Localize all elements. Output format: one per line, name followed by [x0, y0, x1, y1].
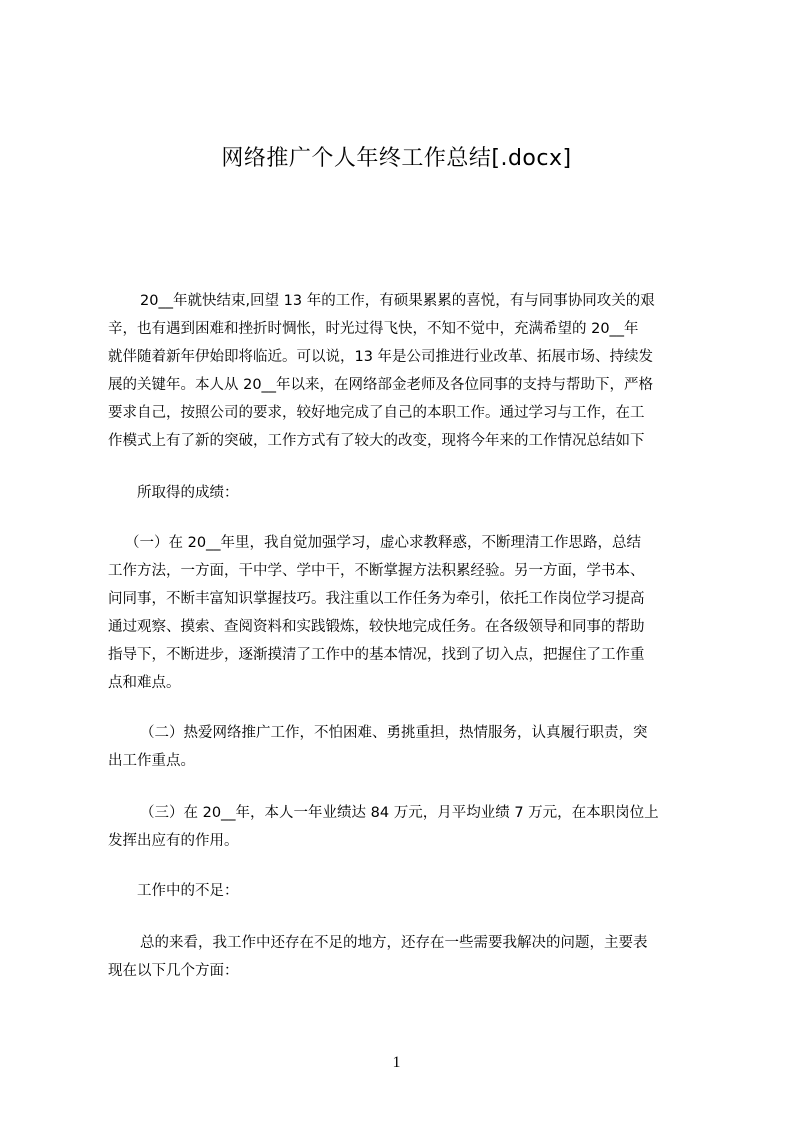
- paragraph-line: 辛，也有遇到困难和挫折时惆怅，时光过得飞快，不知不觉中，充满希望的 20__年: [108, 321, 639, 337]
- paragraph-line: 工作方法，一方面，干中学、学中干，不断掌握方法积累经验。另一方面，学书本、: [108, 563, 645, 579]
- paragraph-line: 现在以下几个方面：: [108, 963, 239, 979]
- paragraph-line: 作模式上有了新的突破，工作方式有了较大的改变，现将今年来的工作情况总结如下: [108, 433, 645, 449]
- paragraph-line: 问同事，不断丰富知识掌握技巧。我注重以工作任务为牵引，依托工作岗位学习提高: [108, 591, 645, 607]
- paragraph-line: 通过观察、摸索、查阅资料和实践锻炼，较快地完成任务。在各级领导和同事的帮助: [108, 619, 645, 635]
- paragraph-line: 发挥出应有的作用。: [108, 833, 239, 849]
- paragraph-line: 出工作重点。: [108, 753, 195, 769]
- section-heading-shortcomings: 工作中的不足：: [137, 883, 239, 899]
- paragraph-line: 20__年就快结束,回望 13 年的工作，有硕果累累的喜悦，有与同事协同攻关的艰: [140, 293, 655, 309]
- paragraph-line: 展的关键年。本人从 20__年以来，在网络部金老师及各位同事的支持与帮助下，严格: [108, 377, 654, 393]
- paragraph-line: （三）在 20__年，本人一年业绩达 84 万元，月平均业绩 7 万元，在本职岗位上: [140, 805, 659, 821]
- paragraph-line: 要求自己，按照公司的要求，较好地完成了自己的本职工作。通过学习与工作，在工: [108, 405, 645, 421]
- paragraph-line: 指导下，不断进步，逐渐摸清了工作中的基本情况，找到了切入点，把握住了工作重: [108, 647, 645, 663]
- paragraph-line: 就伴随着新年伊始即将临近。可以说，13 年是公司推进行业改革、拓展市场、持续发: [108, 349, 654, 365]
- document-title: 网络推广个人年终工作总结[.docx]: [221, 146, 572, 171]
- paragraph-line: （二）热爱网络推广工作，不怕困难、勇挑重担，热情服务，认真履行职责，突: [140, 725, 648, 741]
- page-number: 1: [392, 1054, 401, 1071]
- paragraph-line: 点和难点。: [108, 675, 181, 691]
- paragraph-line: （一）在 20__年里，我自觉加强学习，虚心求教释惑，不断理清工作思路，总结: [125, 535, 642, 551]
- section-heading-achievements: 所取得的成绩：: [137, 485, 239, 501]
- paragraph-line: 总的来看，我工作中还存在不足的地方，还存在一些需要我解决的问题，主要表: [140, 935, 648, 951]
